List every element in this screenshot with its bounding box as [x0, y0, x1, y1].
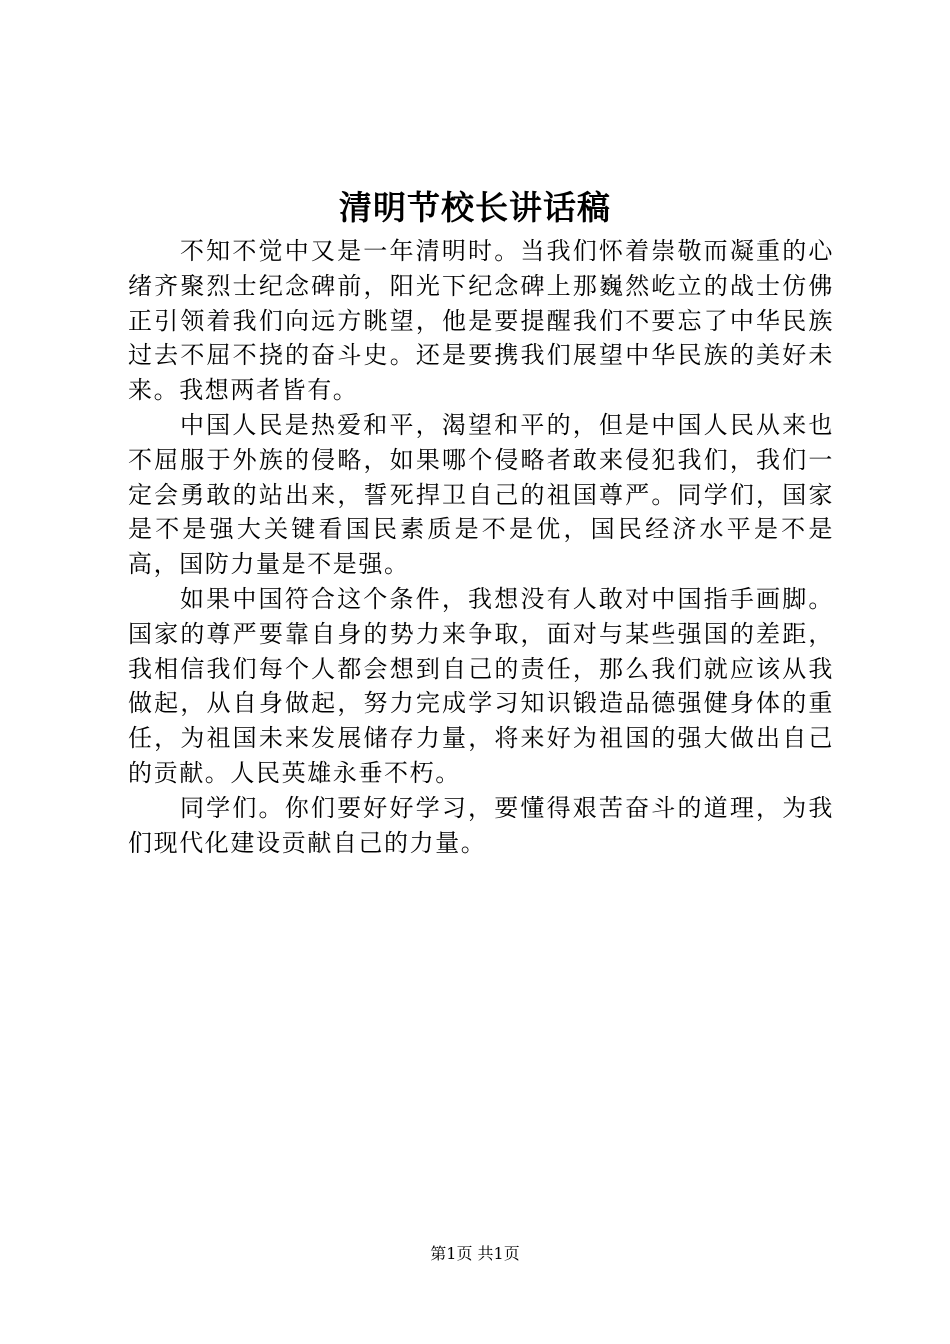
paragraph-2: 中国人民是热爱和平，渴望和平的，但是中国人民从来也不屈服于外族的侵略，如果哪个侵略者敢来侵犯我们，我们一定会勇敢的站出来，誓死捍卫自己的祖国尊严。同学们，国家是不是强大关键看国民素质是不是优，国民经济水平是不是高，国防力量是不是强。 [128, 410, 834, 579]
document-body [128, 234, 834, 860]
paragraph-3: 如果中国符合这个条件，我想没有人敢对中国指手画脚。国家的尊严要靠自身的势力来争取，面对与某些强国的差距，我相信我们每个人都会想到自己的责任，那么我们就应该从我做起，从自身做起，努力完成学习知识锻造品德强健身体的重任，为祖国未来发展储存力量，将来好为祖国的强大做出自己的贡献。人民英雄永垂不朽。 [128, 584, 834, 787]
document-title: 清明节校长讲话稿 [339, 188, 611, 227]
paragraph-1: 不知不觉中又是一年清明时。当我们怀着崇敬而凝重的心绪齐聚烈士纪念碑前，阳光下纪念碑上那巍然屹立的战士仿佛正引领着我们向远方眺望，他是要提醒我们不要忘了中华民族过去不屈不挠的奋斗史。还是要携我们展望中华民族的美好未来。我想两者皆有。 [128, 237, 834, 405]
page-footer: 第1页 共1页 [430, 1244, 520, 1263]
paragraph-4: 同学们。你们要好好学习，要懂得艰苦奋斗的道理，为我们现代化建设贡献自己的力量。 [128, 793, 834, 857]
